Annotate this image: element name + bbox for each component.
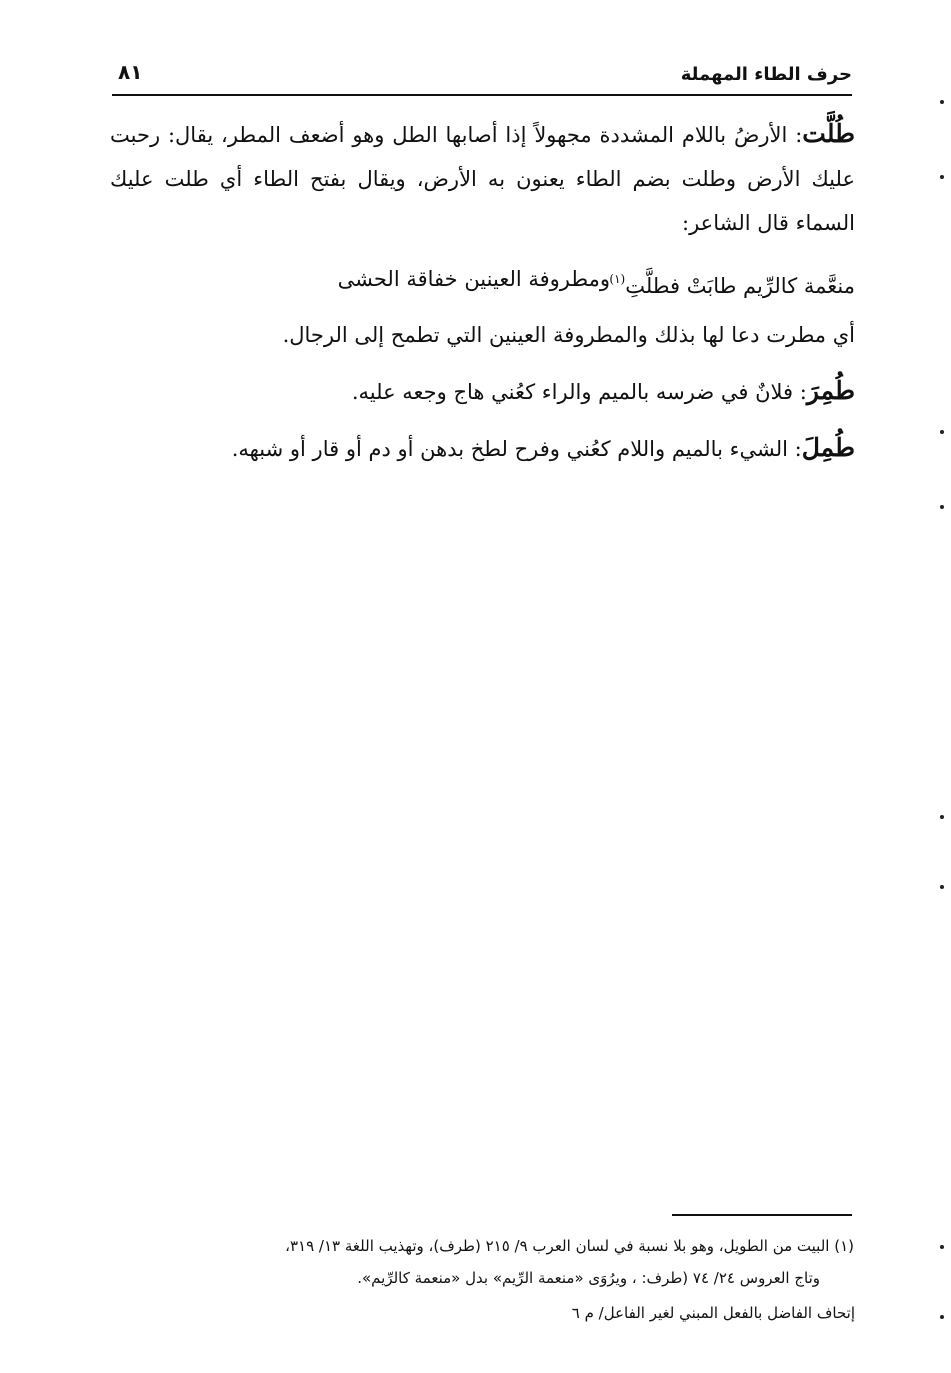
page-footer: إتحاف الفاضل بالفعل المبني لغير الفاعل/ م ٦ (571, 1304, 855, 1322)
chapter-title: حرف الطاء المهملة (680, 64, 852, 85)
scan-mark (940, 1315, 944, 1319)
footnote-line: (١) البيت من الطويل، وهو بلا نسبة في لسان العرب ٩/ ٢١٥ (طرف)، وتهذيب اللغة ١٣/ ٣١٩، (285, 1237, 854, 1255)
page-number: ٨١ (118, 60, 143, 84)
main-text (110, 112, 855, 483)
footnote-rule (672, 1214, 852, 1216)
scan-mark (940, 175, 944, 179)
verse-hemistich-first (338, 257, 610, 301)
entry-body: : فلانٌ في ضرسه بالميم والراء كعُني هاج وجعه عليه. (351, 380, 807, 404)
entry-headword: طُمِرَ (806, 376, 855, 405)
verse-explanation: أي مطرت دعا لها بذلك والمطروفة العينين التي تطمح إلى الرجال. (282, 323, 855, 347)
footnote-block (108, 1230, 854, 1294)
scan-mark (940, 430, 944, 434)
footnote-line: وتاج العروس ٢٤/ ٧٤ (طرف: ، ويرُوَى «منعمة الرِّيم» بدل «منعمة كالرِّيم». (357, 1269, 820, 1287)
poetry-verse (110, 257, 855, 301)
scan-mark (940, 885, 944, 889)
scan-mark (940, 1245, 944, 1249)
verse-hemistich-second (609, 257, 855, 308)
footnote-marker: (١) (609, 272, 626, 286)
hemistich-text: ومطروفة العينين خفاقة الحشى (337, 267, 610, 291)
scan-mark (940, 505, 944, 509)
entry-body: : الأرضُ باللام المشددة مجهولاً إذا أصابها الطل وهو أضعف المطر، يقال: رحبت عليك الأرض وطلت بضم الطاء يعنون به الأرض، ويقال بفتح الطاء أي طلت عليك السماء قال الشاعر: (110, 123, 855, 235)
header-rule (112, 94, 852, 96)
entry-tullat (110, 112, 855, 245)
scan-mark (940, 815, 944, 819)
entry-body: : الشيء بالميم واللام كعُني وفرح لطخ بدهن أو دم أو قار أو شبهه. (231, 437, 802, 461)
entry-headword: طُمِلَ (801, 433, 855, 462)
hemistich-text: منعَّمة كالرِّيم طابَتْ فطلَّتِ (625, 274, 855, 298)
scan-mark (940, 100, 944, 104)
entry-tumira (110, 369, 855, 414)
running-header (112, 58, 852, 92)
entry-headword: طُلَّت (802, 119, 855, 148)
entry-tumila (110, 426, 855, 471)
